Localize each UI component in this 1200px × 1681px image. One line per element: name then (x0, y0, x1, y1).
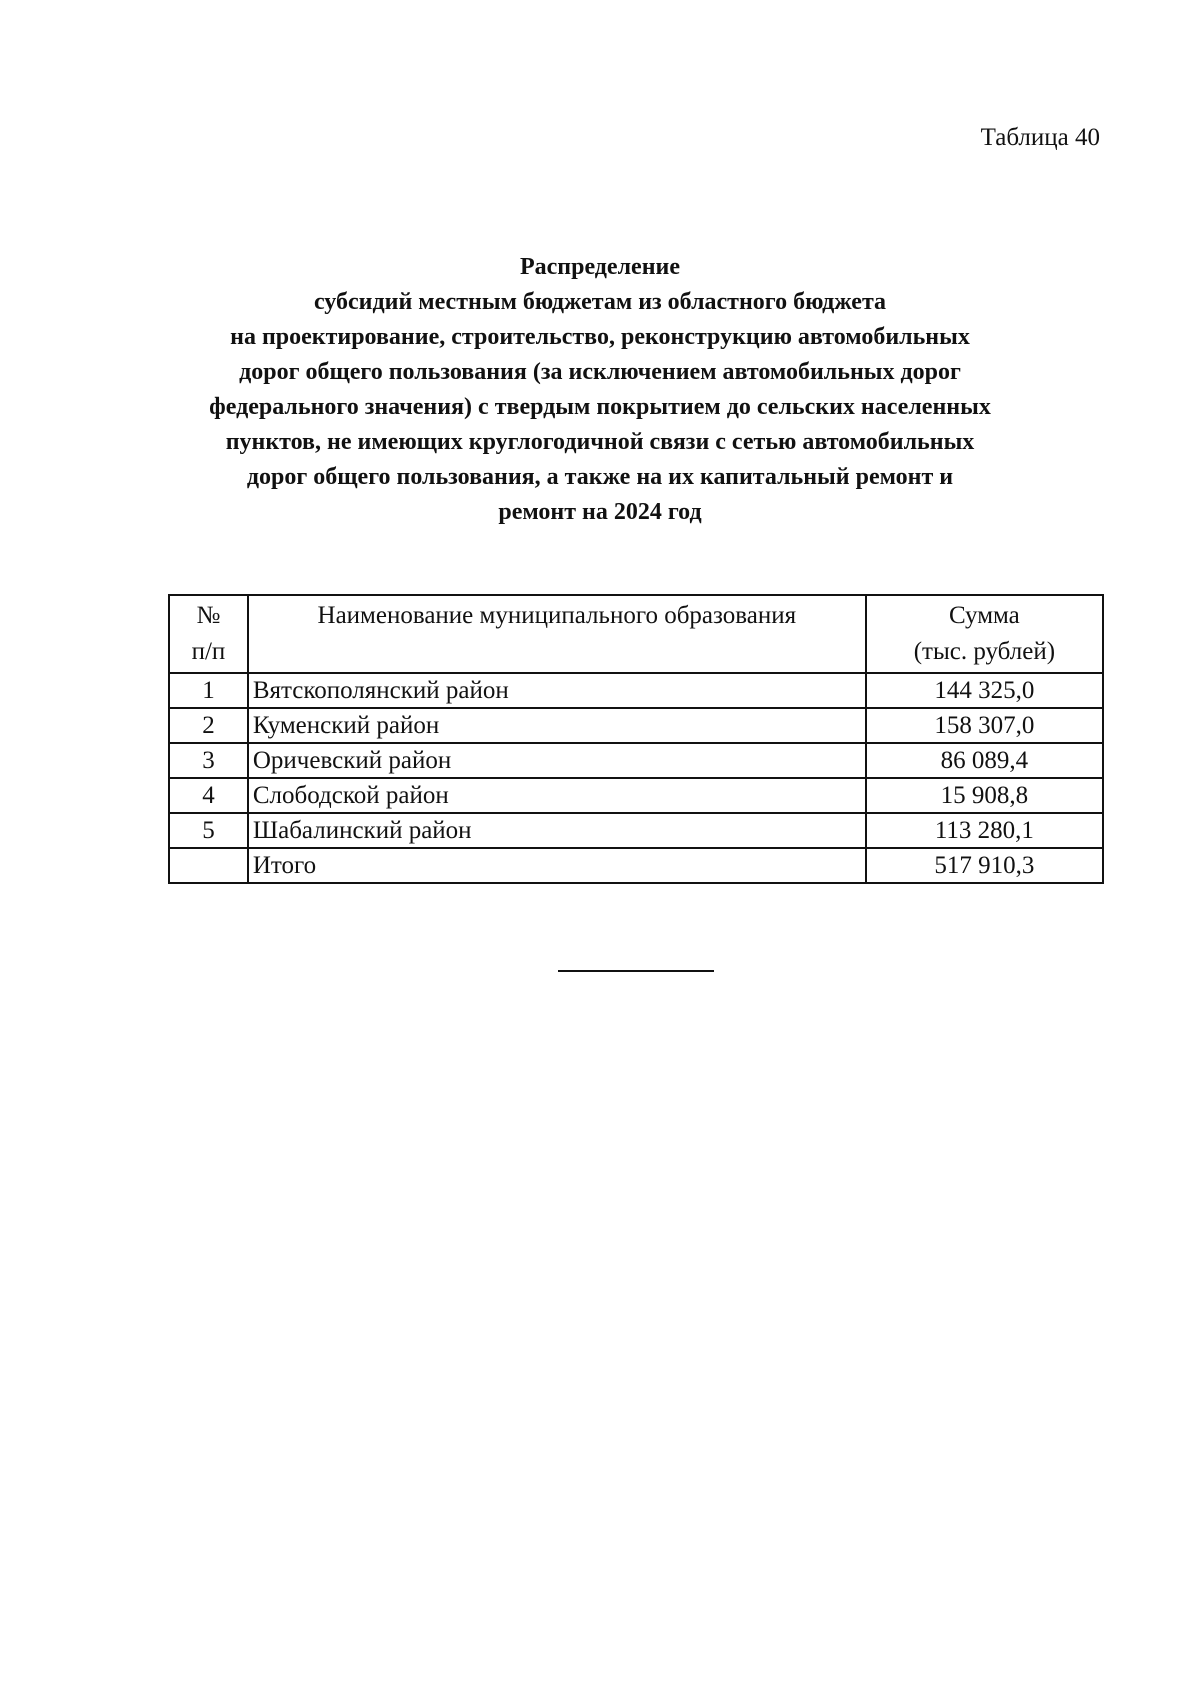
table-row (169, 673, 1103, 708)
title-line: дорог общего пользования, а также на их капитальный ремонт и (246, 464, 954, 490)
title-line: ремонт на 2024 год (498, 499, 702, 525)
row-name: Куменский район (248, 708, 866, 743)
title-line: на проектирование, строительство, реконструкцию автомобильных (230, 324, 970, 350)
table-row (169, 778, 1103, 813)
table-row (169, 708, 1103, 743)
row-name: Вятскополянский район (248, 673, 866, 708)
row-number: 1 (169, 673, 248, 708)
subsidy-table (168, 594, 1104, 884)
table-row (169, 813, 1103, 848)
row-number: 5 (169, 813, 248, 848)
header-number-line2: п/п (191, 638, 226, 665)
row-number: 4 (169, 778, 248, 813)
total-sum: 517 910,3 (866, 848, 1103, 883)
header-sum-line1: Сумма (948, 602, 1020, 629)
table-row (169, 743, 1103, 778)
row-name: Шабалинский район (248, 813, 866, 848)
table-total-row (169, 848, 1103, 883)
row-sum: 86 089,4 (866, 743, 1103, 778)
row-sum: 144 325,0 (866, 673, 1103, 708)
total-label: Итого (248, 848, 866, 883)
row-name: Оричевский район (248, 743, 866, 778)
row-sum: 15 908,8 (866, 778, 1103, 813)
table-number-label: Таблица 40 (980, 124, 1100, 151)
header-name-text: Наименование муниципального образования (317, 602, 797, 629)
row-sum: 113 280,1 (866, 813, 1103, 848)
row-number: 2 (169, 708, 248, 743)
header-sum-line2: (тыс. рублей) (913, 638, 1056, 665)
document-title (170, 250, 1030, 530)
title-line: Распределение (519, 254, 681, 280)
row-number: 3 (169, 743, 248, 778)
header-number-line1: № (196, 602, 221, 629)
total-number (169, 848, 248, 883)
title-line: пунктов, не имеющих круглогодичной связи с сетью автомобильных (225, 429, 975, 455)
footer-divider (558, 970, 714, 972)
row-name: Слободской район (248, 778, 866, 813)
title-line: дорог общего пользования (за исключением автомобильных дорог (239, 359, 961, 385)
title-line: федерального значения) с твердым покрытием до сельских населенных (209, 394, 991, 420)
row-sum: 158 307,0 (866, 708, 1103, 743)
header-sum (866, 595, 1103, 673)
header-number (169, 595, 248, 673)
header-name (248, 595, 866, 673)
table-header-row (169, 595, 1103, 673)
title-line: субсидий местным бюджетам из областного бюджета (313, 289, 887, 315)
